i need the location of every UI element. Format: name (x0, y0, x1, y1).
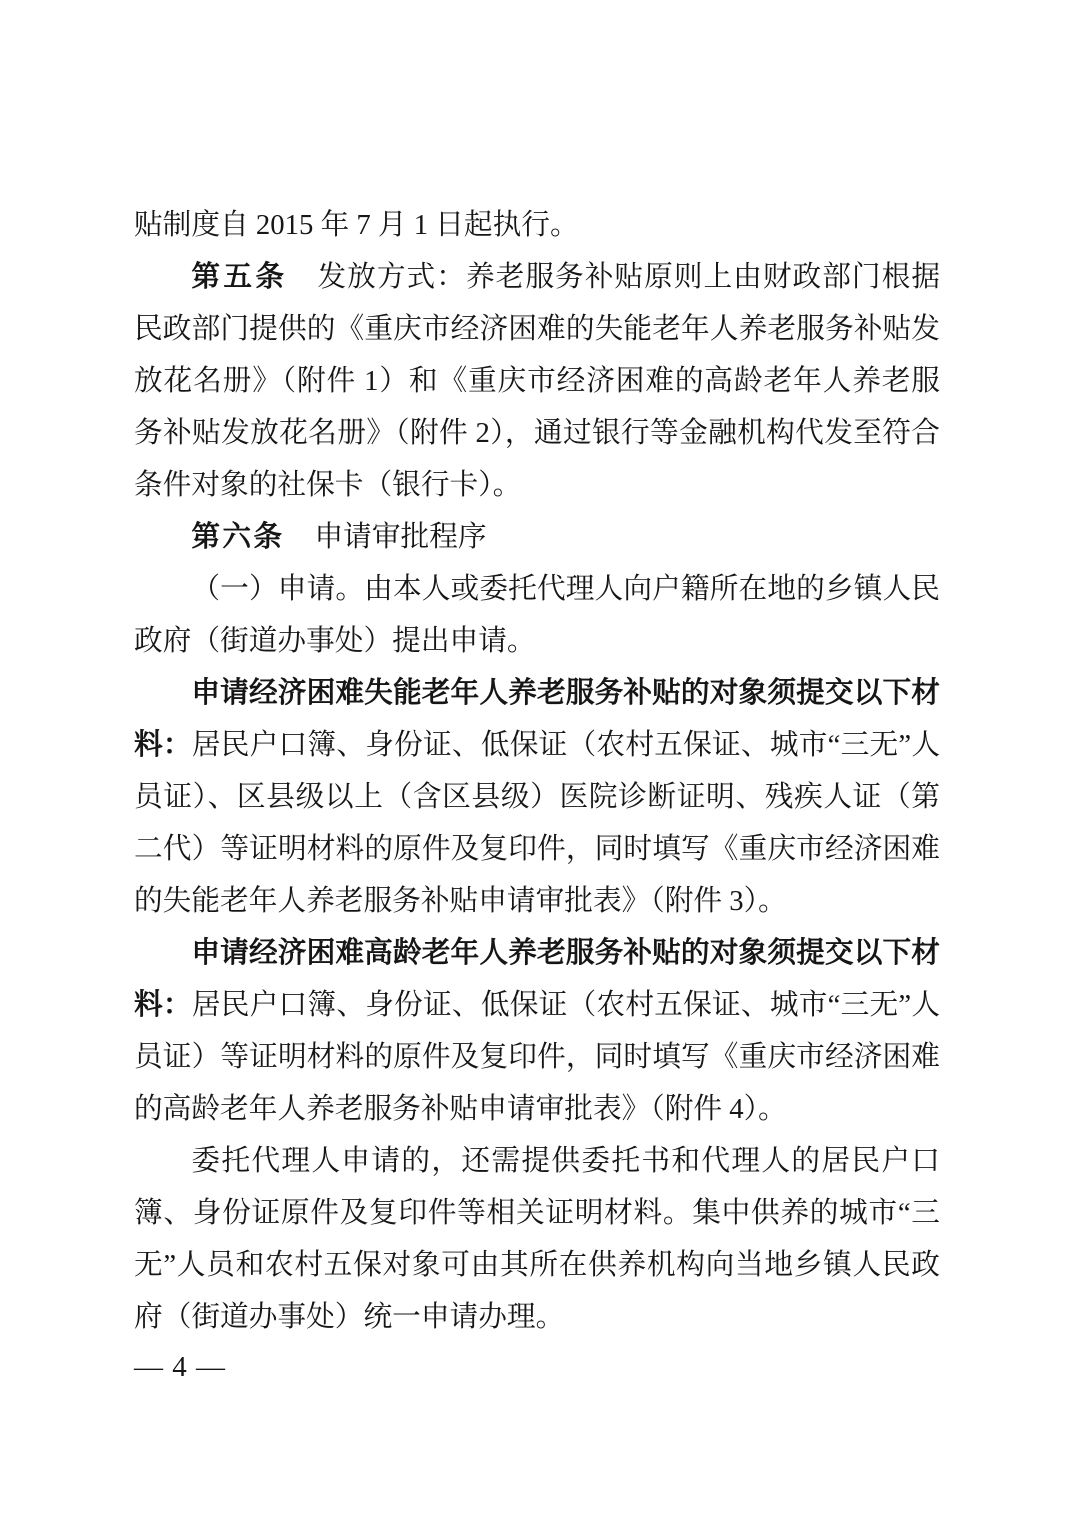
paragraph-article-6 (134, 511, 940, 563)
bold-lead-text: 申请经济困难高龄老年人养老服务补贴的对象须提交以下材料： (134, 937, 940, 1021)
paragraph-text: 申请审批程序 (314, 521, 487, 553)
paragraph-text: 委托代理人申请的，还需提供委托书和代理人的居民户口簿、身份证原件及复印件等相关证明材料。集中供养的城市“三无”人员和农村五保对象可由其所在供养机构向当地乡镇人民政府（街道办事处）统一申请办理。 (134, 1145, 940, 1333)
paragraph-text: 居民户口簿、身份证、低保证（农村五保证、城市“三无”人员证）、区县级以上（含区县级）医院诊断证明、残疾人证（第二代）等证明材料的原件及复印件，同时填写《重庆市经济困难的失能老年人养老服务补贴申请审批表》（附件 3）。 (134, 729, 941, 917)
document-body (134, 199, 940, 1343)
page-number: — 4 — (134, 1351, 226, 1383)
paragraph-aged-elderly-materials (134, 927, 940, 1135)
paragraph-text: 居民户口簿、身份证、低保证（农村五保证、城市“三无”人员证）等证明材料的原件及复印件，同时填写《重庆市经济困难的高龄老年人养老服务补贴申请审批表》（附件 4）。 (134, 989, 941, 1125)
paragraph-text: 发放方式：养老服务补贴原则上由财政部门根据民政部门提供的《重庆市经济困难的失能老年人养老服务补贴发放花名册》（附件 1）和《重庆市经济困难的高龄老年人养老服务补贴发放花名册》（附件 2），通过银行等金融机构代发至符合条件对象的社保卡（银行卡）。 (134, 261, 941, 501)
paragraph-application-item-1 (134, 563, 940, 667)
paragraph-article-5 (134, 251, 940, 511)
paragraph-continuation (134, 199, 940, 251)
paragraph-text: （一）申请。由本人或委托代理人向户籍所在地的乡镇人民政府（街道办事处）提出申请。 (134, 573, 940, 657)
paragraph-disabled-elderly-materials (134, 667, 940, 927)
paragraph-agent-application (134, 1135, 940, 1343)
article-number-5: 第五条 (191, 261, 288, 293)
bold-lead-text: 申请经济困难失能老年人养老服务补贴的对象须提交以下材料： (134, 677, 940, 761)
paragraph-text: 贴制度自 2015 年 7 月 1 日起执行。 (134, 209, 579, 241)
article-number-6: 第六条 (191, 521, 285, 553)
